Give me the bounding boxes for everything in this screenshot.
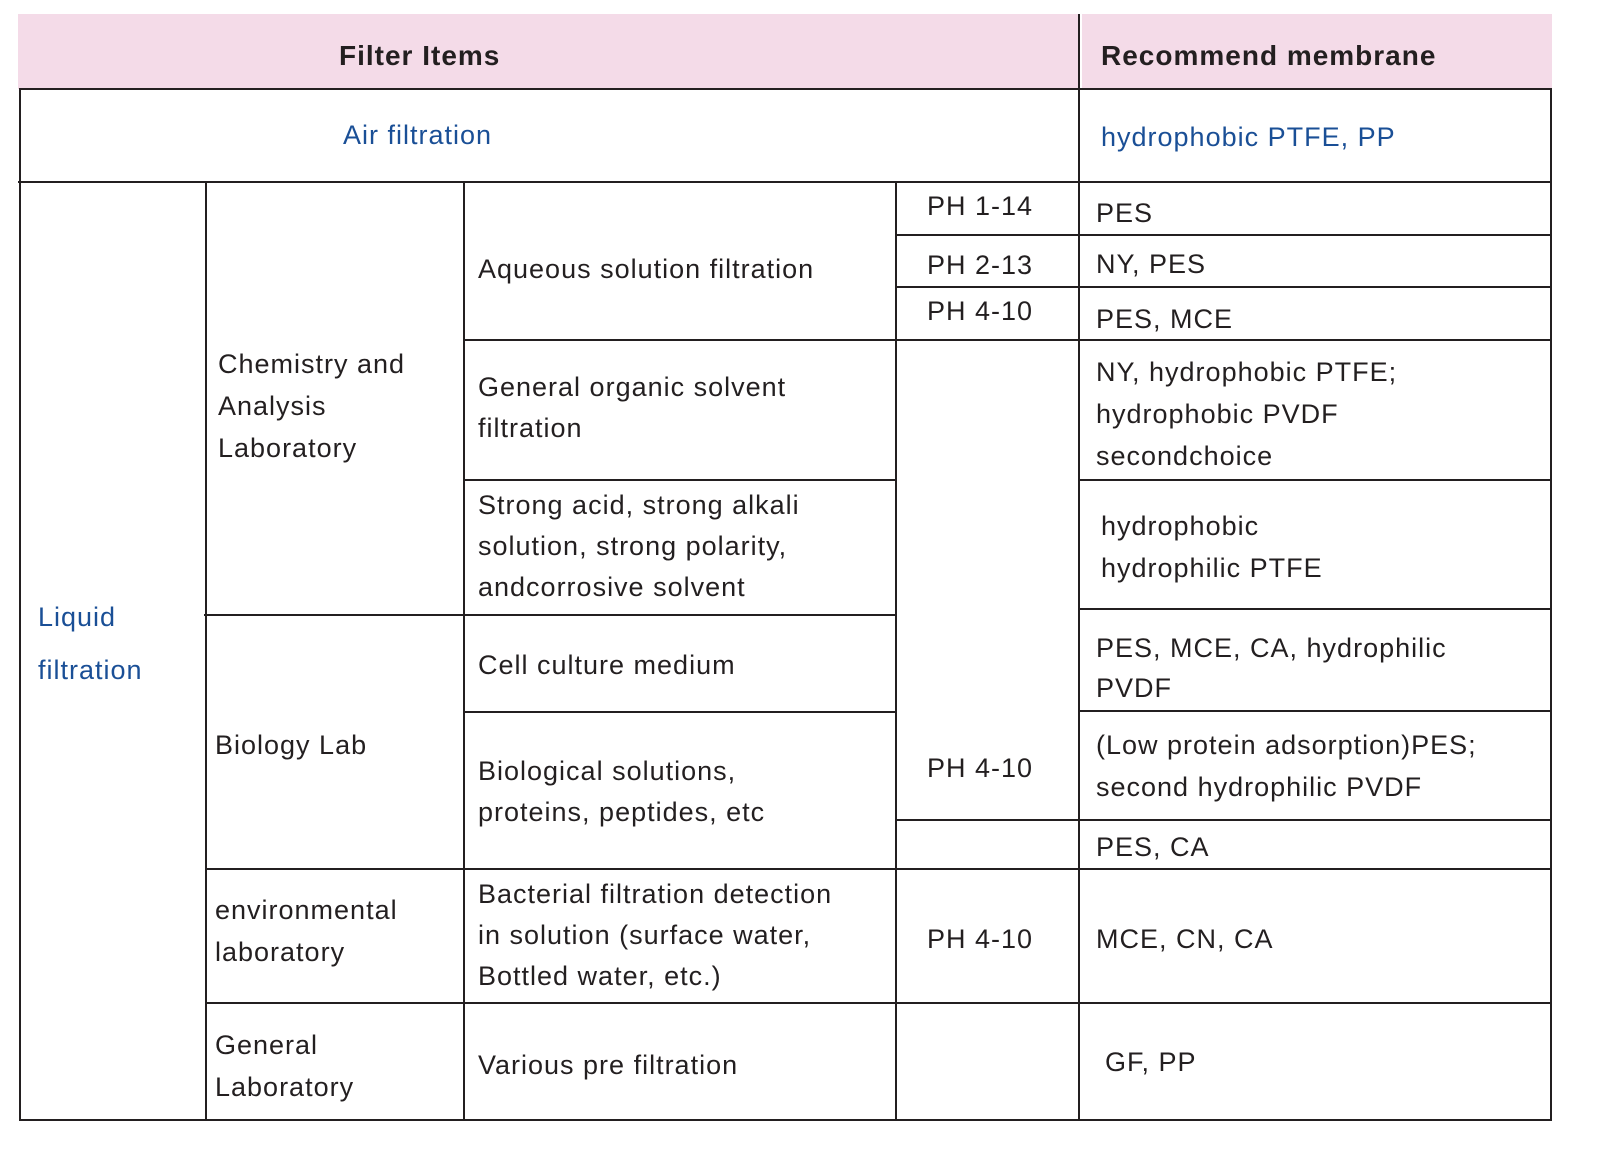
lab-general: General Laboratory (215, 1030, 355, 1102)
item-aqueous: Aqueous solution filtration (478, 254, 815, 284)
rule-item-column (463, 181, 465, 1121)
item-acid: Strong acid, strong alkali solution, strong polarity, andcorrosive solvent (478, 490, 800, 602)
rule-cell-membrane-bottom (1080, 710, 1552, 712)
item-cell-culture: Cell culture medium (478, 650, 736, 680)
air-filtration-membrane: hydrophobic PTFE, PP (1101, 122, 1396, 152)
item-organic: General organic solvent filtration (478, 372, 787, 443)
rule-chemistry-bottom (204, 614, 896, 616)
rule-acid-membrane-bottom (1080, 608, 1552, 610)
rule-membrane-column (1078, 14, 1080, 1121)
rule-environmental-bottom (205, 1002, 1552, 1004)
item-pre-filtration: Various pre filtration (478, 1050, 739, 1080)
ph-biology: PH 4-10 (927, 753, 1034, 783)
rule-cell-bottom (464, 711, 896, 713)
membrane-acid: hydrophobic hydrophilic PTFE (1101, 511, 1323, 583)
membrane-general: GF, PP (1105, 1047, 1197, 1077)
membrane-aqueous-1: PES (1096, 198, 1154, 228)
membrane-biological-2: PES, CA (1096, 832, 1210, 862)
ph-aqueous-2: PH 2-13 (927, 250, 1034, 280)
rule-aqueous-bottom (464, 339, 1552, 341)
rule-bio1-bottom (896, 819, 1552, 821)
header-recommend-membrane: Recommend membrane (1101, 40, 1437, 71)
rule-biology-bottom (205, 868, 1552, 870)
membrane-organic: NY, hydrophobic PTFE; hydrophobic PVDF secondchoice (1096, 357, 1398, 471)
liquid-filtration-label: Liquid filtration (38, 602, 143, 685)
lab-environmental: environmental laboratory (215, 895, 398, 967)
rule-right-edge (1550, 88, 1552, 1121)
rule-lab-column (205, 181, 207, 1121)
item-bacterial: Bacterial filtration detection in solution (surface water, Bottled water, etc.) (478, 879, 833, 991)
membrane-environmental: MCE, CN, CA (1096, 924, 1274, 954)
membrane-cell-culture: PES, MCE, CA, hydrophilic PVDF (1096, 633, 1447, 703)
lab-biology: Biology Lab (215, 730, 368, 760)
ph-aqueous-3: PH 4-10 (927, 296, 1034, 326)
rule-left-edge (19, 88, 21, 1121)
rule-air-bottom (18, 181, 1552, 183)
membrane-aqueous-2: NY, PES (1096, 249, 1207, 279)
rule-air-top (20, 88, 1552, 90)
header-filter-items: Filter Items (339, 40, 501, 71)
rule-ph-column (895, 181, 897, 1121)
membrane-biological-1: (Low protein adsorption)PES; second hydrophilic PVDF (1096, 730, 1477, 802)
header-band-left (18, 14, 1080, 89)
ph-aqueous-1: PH 1-14 (927, 191, 1034, 221)
rule-table-bottom (20, 1119, 1552, 1121)
item-biological: Biological solutions, proteins, peptides, etc (478, 756, 766, 827)
rule-ph1-bottom (895, 234, 1552, 236)
membrane-aqueous-3: PES, MCE (1096, 304, 1234, 334)
rule-organic-bottom (464, 479, 896, 481)
air-filtration-label: Air filtration (343, 120, 493, 150)
rule-organic-membrane-bottom (1080, 479, 1552, 481)
ph-environmental: PH 4-10 (927, 924, 1034, 954)
lab-chemistry: Chemistry and Analysis Laboratory (218, 349, 406, 463)
